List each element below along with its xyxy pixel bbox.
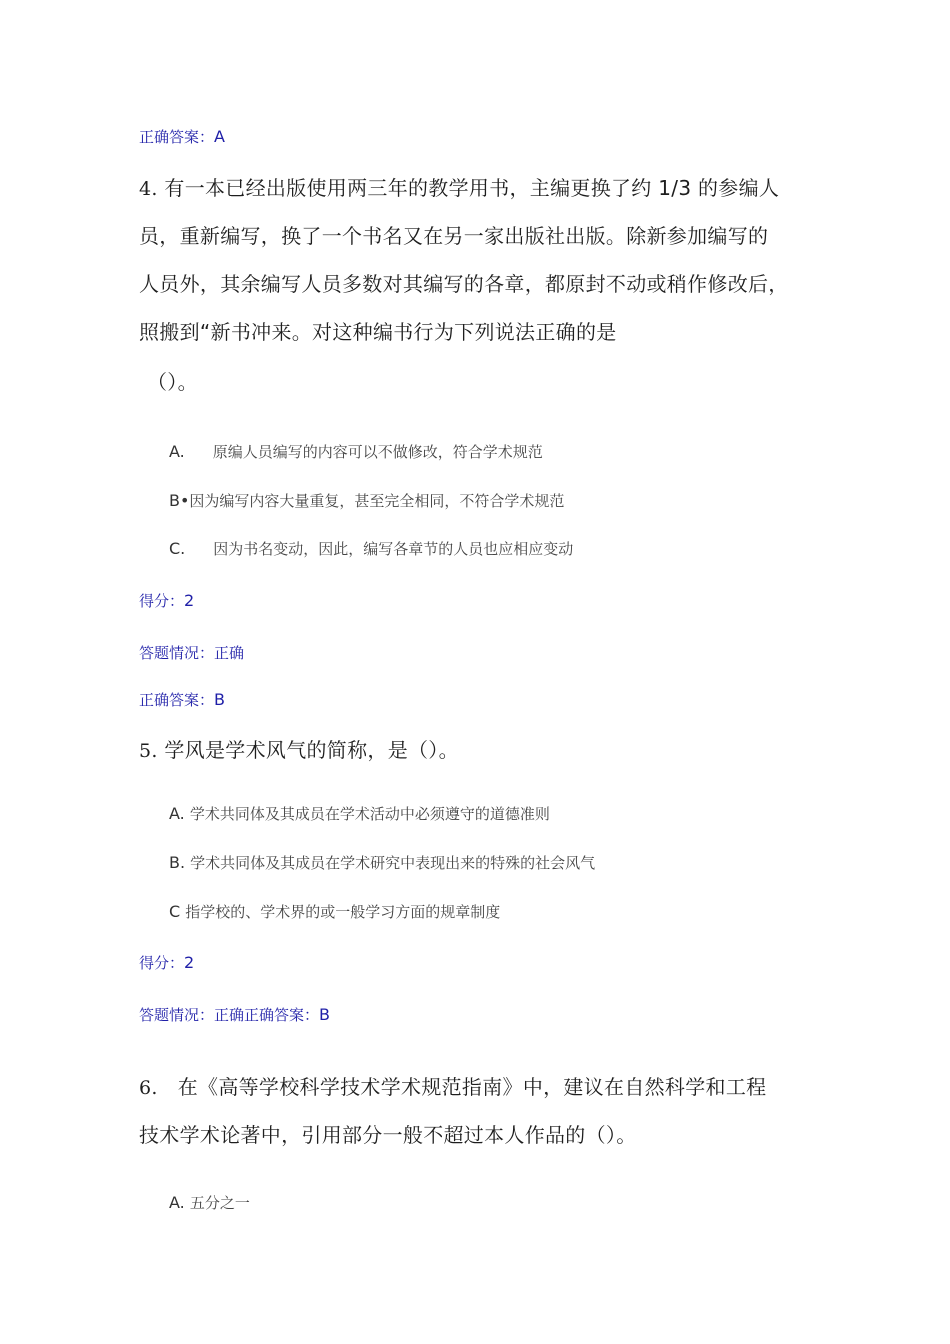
option-letter: C (169, 902, 181, 921)
option-text: 原编人员编写的内容可以不做修改，符合学术规范 (212, 443, 543, 461)
option-text: 学术共同体及其成员在学术研究中表现出来的特殊的社会风气 (190, 854, 596, 872)
correct-answer-value: B (214, 690, 225, 709)
option-letter: B. (169, 853, 186, 872)
option-letter: C. (169, 539, 186, 558)
question-4-line-3: 人员外，其余编写人员多数对其编写的各章，都原封不动或稍作修改后， (139, 272, 789, 296)
option-c (169, 901, 500, 922)
question-number: 6. (139, 1077, 158, 1099)
question-4-blank: （）。 (147, 370, 198, 394)
score-line (139, 590, 194, 611)
option-b (169, 490, 564, 511)
question-4-line-2: 员，重新编写，换了一个书名又在另一家出版社出版。除新参加编写的 (139, 224, 769, 248)
question-6-line-2: 技术学术论著中，引用部分一般不超过本人作品的（）。 (139, 1123, 637, 1147)
option-text: 学术共同体及其成员在学术活动中必须遵守的道德准则 (189, 805, 550, 823)
question-text: 学风是学术风气的简称，是（）。 (164, 738, 459, 762)
question-4-line-1 (139, 172, 779, 201)
option-a (169, 1192, 250, 1213)
score-value: 2 (184, 953, 195, 972)
question-text: 在《高等学校科学技术学术规范指南》中，建议在自然科学和工程 (177, 1075, 767, 1099)
score-label: 得分： (139, 954, 185, 972)
status-line (139, 1004, 330, 1025)
correct-answer-label: 正确答案： (139, 128, 215, 146)
option-letter: A. (169, 804, 185, 823)
status-label: 答题情况： (139, 1006, 215, 1024)
question-text: 有一本已经出版使用两三年的教学用书，主编更换了约 1/3 的参编人 (164, 176, 780, 200)
correct-answer-line (139, 689, 225, 710)
status-label: 答题情况： (139, 644, 215, 662)
option-a (169, 441, 543, 462)
correct-answer-label: 正确答案： (139, 691, 215, 709)
option-b (169, 852, 595, 873)
question-5 (139, 734, 459, 763)
question-4-line-4: 照搬到“新书冲来。对这种编书行为下列说法正确的是 (139, 320, 617, 344)
question-6-line-1 (139, 1071, 766, 1100)
correct-answer-value: B (319, 1005, 331, 1024)
status-value: 正确正确答案： (214, 1006, 320, 1024)
correct-answer-line (139, 126, 225, 147)
option-a (169, 803, 550, 824)
score-value: 2 (184, 591, 195, 610)
option-text: 五分之一 (189, 1194, 250, 1212)
option-c (169, 538, 573, 559)
correct-answer-value: A (214, 127, 225, 146)
option-text: 因为编写内容大量重复，甚至完全相同，不符合学术规范 (189, 492, 565, 510)
status-line (139, 642, 244, 663)
option-text: 指学校的、学术界的或一般学习方面的规章制度 (185, 903, 501, 921)
question-number: 5. (139, 740, 158, 762)
option-text: 因为书名变动，因此，编写各章节的人员也应相应变动 (213, 540, 574, 558)
option-letter: A. (169, 1193, 185, 1212)
question-number: 4. (139, 178, 158, 200)
score-label: 得分： (139, 592, 185, 610)
option-letter: A. (169, 442, 185, 461)
status-value: 正确 (214, 644, 245, 662)
option-letter: B• (169, 491, 190, 510)
score-line (139, 952, 194, 973)
